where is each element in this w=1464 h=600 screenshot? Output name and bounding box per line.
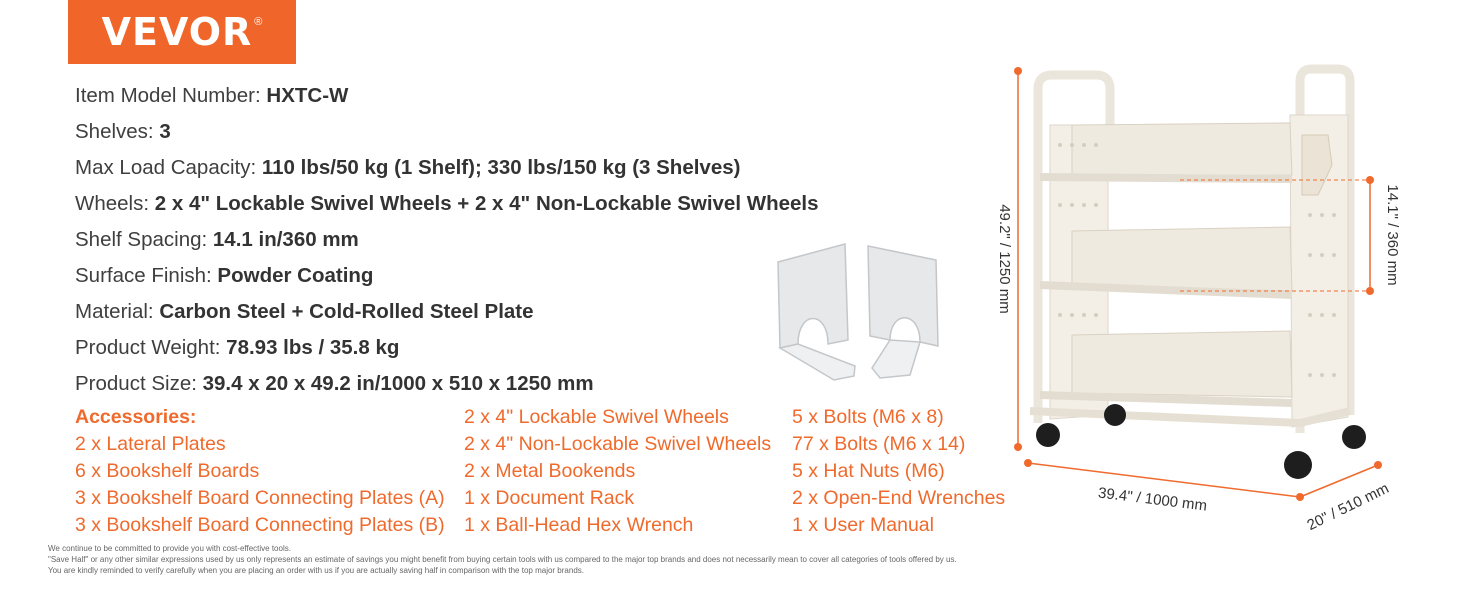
disclaimer-line: We continue to be committed to provide you with cost-effective tools.	[48, 544, 291, 553]
bookend-right	[868, 246, 938, 378]
spec-weight: Product Weight: 78.93 lbs / 35.8 kg	[75, 336, 400, 359]
brand-name: VEVOR	[101, 10, 253, 54]
shelf-spacing-dimension-label: 14.1" / 360 mm	[1384, 184, 1401, 286]
accessory-item: 1 x Document Rack	[464, 487, 635, 509]
height-dimension-label: 49.2" / 1250 mm	[996, 204, 1013, 314]
accessory-item: 1 x Ball-Head Hex Wrench	[464, 514, 694, 536]
accessory-item: 2 x Lateral Plates	[75, 433, 226, 455]
accessory-item: 2 x Open-End Wrenches	[792, 487, 1006, 509]
brand-registered-mark: ®	[254, 16, 263, 28]
depth-dimension-label: 20" / 510 mm	[1304, 479, 1392, 535]
bookends-image	[770, 240, 950, 385]
spec-shelf-spacing: Shelf Spacing: 14.1 in/360 mm	[75, 228, 359, 251]
accessories-column-3	[792, 404, 1005, 539]
book-cart-image	[980, 55, 1420, 555]
accessory-item: 5 x Bolts (M6 x 8)	[792, 406, 944, 428]
cart-frame	[1030, 69, 1350, 433]
spec-size: Product Size: 39.4 x 20 x 49.2 in/1000 x 510 x 1250 mm	[75, 372, 594, 395]
spec-load-capacity: Max Load Capacity: 110 lbs/50 kg (1 Shelf); 330 lbs/150 kg (3 Shelves)	[75, 156, 741, 179]
spec-wheels: Wheels: 2 x 4" Lockable Swivel Wheels + 2 x 4" Non-Lockable Swivel Wheels	[75, 192, 819, 215]
accessories-column-2	[464, 404, 771, 539]
accessory-item: 1 x User Manual	[792, 514, 934, 536]
disclaimer	[48, 543, 957, 576]
accessory-item: 2 x 4" Lockable Swivel Wheels	[464, 406, 729, 428]
spec-surface-finish: Surface Finish: Powder Coating	[75, 264, 374, 287]
accessory-item: 77 x Bolts (M6 x 14)	[792, 433, 966, 455]
spec-material: Material: Carbon Steel + Cold-Rolled Steel Plate	[75, 300, 534, 323]
bookend-left	[778, 244, 855, 380]
accessory-item: 6 x Bookshelf Boards	[75, 460, 260, 482]
brand-logo	[68, 0, 296, 64]
accessories-column-1	[75, 404, 445, 539]
accessory-item: 5 x Hat Nuts (M6)	[792, 460, 945, 482]
spec-list	[75, 82, 819, 406]
disclaimer-line: "Save Half" or any other similar expressions used by us only represents an estimate of savings you might benefit from buying certain tools with us compared to the major top brands and does not necessarily mean to cover all categories of tools offered by us.	[48, 555, 957, 564]
accessory-item: 3 x Bookshelf Board Connecting Plates (B)	[75, 514, 445, 536]
spec-model: Item Model Number: HXTC-W	[75, 84, 349, 107]
accessory-item: 3 x Bookshelf Board Connecting Plates (A)	[75, 487, 445, 509]
accessories-heading: Accessories:	[75, 406, 197, 428]
disclaimer-line: You are kindly reminded to verify carefully when you are placing an order with us if you are actually saving half in comparison with the top major brands.	[48, 566, 584, 575]
width-dimension-label: 39.4" / 1000 mm	[1097, 484, 1208, 515]
accessory-item: 2 x Metal Bookends	[464, 460, 636, 482]
accessory-item: 2 x 4" Non-Lockable Swivel Wheels	[464, 433, 772, 455]
spec-shelves: Shelves: 3	[75, 120, 171, 143]
